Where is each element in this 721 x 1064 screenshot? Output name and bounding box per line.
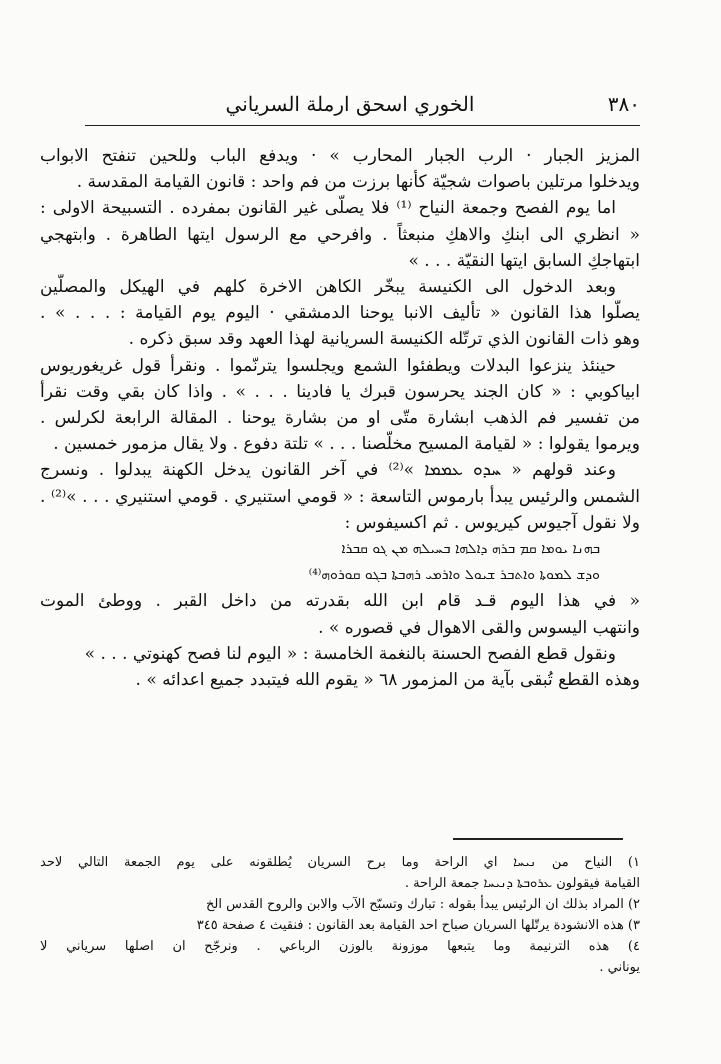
body-line: ابتهاجكِ السابق ايتها النقيّة . . . » (408, 250, 640, 271)
footnote-rule (453, 838, 623, 840)
footnote-line: ٢) المراد بذلك ان الرئيس يبدأ بقوله : تبارك وتسبّح الآب والابن والروح القدس الخ (205, 897, 640, 912)
body-line: « انظري الى ابنكِ والاهكِ منبعثاً . وافرحي مع الرسول ايتها الطاهرة . وابتهجي (40, 224, 640, 245)
body-line: يصلّوا هذا القانون « تأليف الانبا يوحنا الدمشقي · اليوم يوم القيامة : . . . » . (40, 303, 640, 324)
body-line: ونقول قطع الفصح الحسنة بالنغمة الخامسة : « اليوم لنا فصح كهنوتي . . . » (84, 643, 616, 664)
header-rule (85, 125, 640, 126)
footnote-line: ٣) هذه الانشودة يرتّلها السريان صباح احد القيامة بعد القانون : فنقيث ٤ صفحة ٣٤٥ (196, 918, 640, 933)
body-line: ويدخلوا مرتلين باصوات شجيّة كأنها برزت من فم واحد : قانون القيامة المقدسة . (76, 172, 640, 193)
body-line: من تفسير فم الذهب ابشارة متّى او من بشارة يوحنا . المقالة الرابعة لكرلس . (40, 408, 640, 429)
body-line: وانتهب اليسوس والقى الاهوال في قصوره » . (318, 617, 640, 638)
footnote-line: ١) النياح من ܢܝܚܐ اي الراحة وما برح السريان يُطلقونه على يوم الجمعة التالي لاحد (40, 855, 640, 870)
body-text (40, 143, 640, 693)
running-title: الخوري اسحق ارملة السرياني (225, 92, 475, 116)
body-line: حينئذ ينزعوا البدلات ويطفئوا الشمع ويجلسوا يترنّموا . ونقرأ قول غريغوريوس (40, 355, 616, 376)
body-line: ولا نقول آجيوس كيريوس . ثم اكسيفوس : (344, 512, 640, 533)
syriac-line: ܘܕܫ ܠܡܘܬܐ ܘܐܬܒܪ ܫܝܘܠ ܘܐܪܡܝ ܪܗܒܬܐ ܒܓܘ ܩܘܪܘܗ⁽⁴⁾ (308, 567, 600, 584)
body-line: المزيز الجبار · الرب الجبار المحارب » · ويدفع الباب وللحين تنفتح الابواب (40, 146, 640, 166)
page-number: ٣٨٠ (607, 92, 640, 116)
body-line: وهذه القطع تُبقى بآية من المزمور ٦٨ « يقوم الله فيتبدد جميع اعدائه » . (135, 670, 640, 691)
body-line: ويرموا يقولوا : « لقيامة المسيح مخلّصنا . . . » تلتة دفوع . ولا يقال مزمور خمسين . (53, 434, 640, 455)
body-line: اما يوم الفصح وجمعة النياح ⁽¹⁾ فلا يصلّى غير القانون بمفرده . التسبيحة الاولى : (40, 198, 616, 219)
footnotes (40, 852, 640, 978)
body-line: ابياكوبي : « كان الجند يحرسون قبرك يا فادينا . . . » . واذا كان بقي وقت نقرأ (40, 381, 640, 402)
body-line: وعند قولهم « ܚܕܘ ܥܡܡܐ »⁽²⁾ في آخر القانون يدخل الكهنة يبدلوا . ونسرج (40, 460, 616, 481)
syriac-line: ܒܗܢܐ ܝܘܡܐ ܩܡ ܒܪܗ ܕܐܠܗܐ ܒܚܝܠܗ ܡܢ ܓܘ ܩܒܪܐ (341, 541, 600, 558)
footnote-line: ٤) هذه الترنيمة وما يتبعها موزونة بالوزن الرباعي . ونرجّح ان اصلها سرياني لا (40, 939, 640, 954)
footnote-line: يوناني . (599, 960, 640, 975)
body-line: الشمس والرئيس يبدأ بارموس التاسعة : « قومي استنيري . قومي استنيري . . . »⁽²⁾ . (40, 486, 640, 507)
page-header (60, 92, 640, 120)
body-line: وبعد الدخول الى الكنيسة يبخّر الكاهن الاخرة كلهم في الهيكل والمصلّين (40, 277, 616, 298)
footnote-line: القيامة فيقولون ܥܪܘܒܬܐ ܕܢܝܚܐ جمعة الراحة . (404, 876, 640, 891)
body-line: وهو ذات القانون الذي ترتّله الكنيسة السريانية لهذا العهد وقد سبق ذكره . (128, 329, 640, 350)
body-line: « في هذا اليوم قـد قام ابن الله بقدرته من داخل القبر . ووطئ الموت (40, 591, 640, 612)
